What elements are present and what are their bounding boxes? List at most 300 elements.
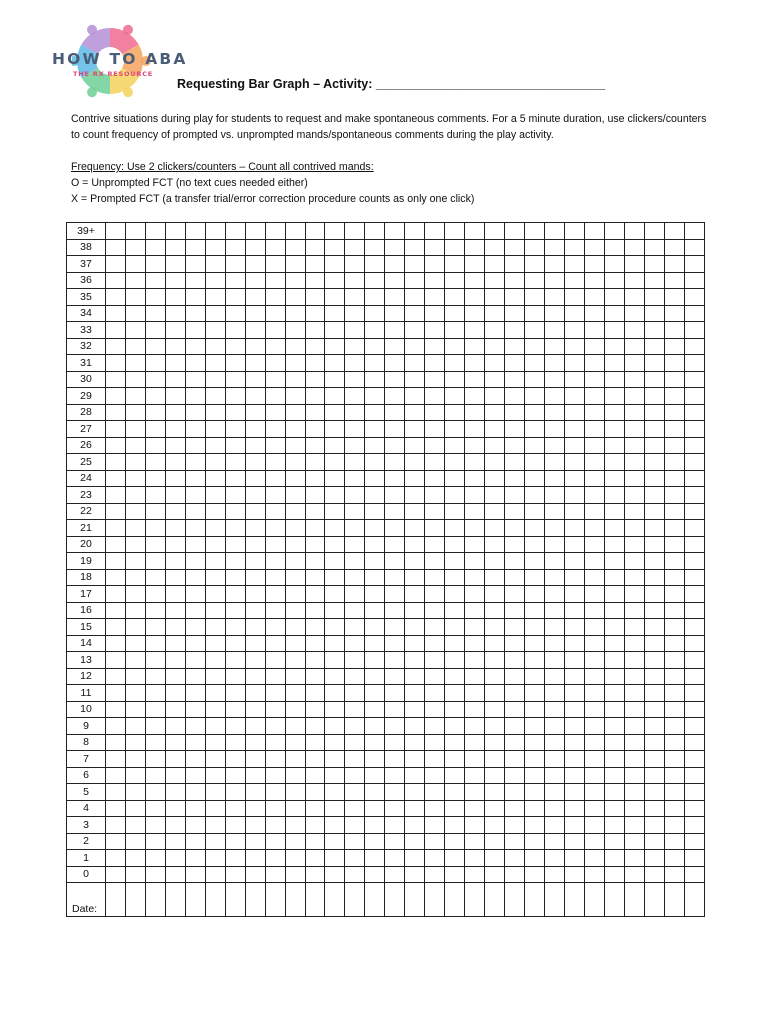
grid-cell[interactable] <box>664 619 684 636</box>
grid-cell[interactable] <box>345 520 365 537</box>
grid-cell[interactable] <box>285 305 305 322</box>
grid-cell[interactable] <box>644 668 664 685</box>
grid-cell[interactable] <box>365 652 385 669</box>
grid-cell[interactable] <box>664 239 684 256</box>
grid-cell[interactable] <box>305 751 325 768</box>
grid-cell[interactable] <box>604 371 624 388</box>
grid-cell[interactable] <box>425 239 445 256</box>
grid-cell[interactable] <box>165 817 185 834</box>
grid-cell[interactable] <box>125 569 145 586</box>
grid-cell[interactable] <box>305 701 325 718</box>
grid-cell[interactable] <box>325 602 345 619</box>
grid-cell[interactable] <box>305 553 325 570</box>
grid-cell[interactable] <box>425 454 445 471</box>
grid-cell[interactable] <box>385 421 405 438</box>
grid-cell[interactable] <box>145 850 165 867</box>
grid-cell[interactable] <box>365 454 385 471</box>
grid-cell[interactable] <box>664 883 684 917</box>
grid-cell[interactable] <box>664 289 684 306</box>
grid-cell[interactable] <box>145 701 165 718</box>
grid-cell[interactable] <box>445 421 465 438</box>
grid-cell[interactable] <box>564 635 584 652</box>
grid-cell[interactable] <box>145 355 165 372</box>
grid-cell[interactable] <box>465 239 485 256</box>
grid-cell[interactable] <box>365 866 385 883</box>
grid-cell[interactable] <box>385 883 405 917</box>
grid-cell[interactable] <box>684 338 704 355</box>
grid-cell[interactable] <box>664 800 684 817</box>
grid-cell[interactable] <box>265 866 285 883</box>
grid-cell[interactable] <box>564 272 584 289</box>
grid-cell[interactable] <box>345 256 365 273</box>
grid-cell[interactable] <box>584 602 604 619</box>
grid-cell[interactable] <box>584 635 604 652</box>
grid-cell[interactable] <box>145 239 165 256</box>
grid-cell[interactable] <box>604 355 624 372</box>
grid-cell[interactable] <box>305 503 325 520</box>
grid-cell[interactable] <box>485 751 505 768</box>
grid-cell[interactable] <box>385 305 405 322</box>
grid-cell[interactable] <box>525 553 545 570</box>
grid-cell[interactable] <box>425 718 445 735</box>
grid-cell[interactable] <box>505 322 525 339</box>
grid-cell[interactable] <box>185 767 205 784</box>
grid-cell[interactable] <box>624 635 644 652</box>
grid-cell[interactable] <box>604 602 624 619</box>
grid-cell[interactable] <box>145 520 165 537</box>
grid-cell[interactable] <box>305 289 325 306</box>
grid-cell[interactable] <box>544 437 564 454</box>
grid-cell[interactable] <box>245 355 265 372</box>
grid-cell[interactable] <box>425 569 445 586</box>
grid-cell[interactable] <box>185 487 205 504</box>
grid-cell[interactable] <box>525 223 545 240</box>
grid-cell[interactable] <box>125 272 145 289</box>
grid-cell[interactable] <box>584 701 604 718</box>
grid-cell[interactable] <box>684 817 704 834</box>
grid-cell[interactable] <box>525 833 545 850</box>
grid-cell[interactable] <box>325 800 345 817</box>
grid-cell[interactable] <box>345 305 365 322</box>
grid-cell[interactable] <box>624 751 644 768</box>
grid-cell[interactable] <box>684 685 704 702</box>
grid-cell[interactable] <box>205 421 225 438</box>
grid-cell[interactable] <box>525 883 545 917</box>
grid-cell[interactable] <box>106 503 126 520</box>
grid-cell[interactable] <box>604 850 624 867</box>
grid-cell[interactable] <box>385 800 405 817</box>
grid-cell[interactable] <box>205 668 225 685</box>
grid-cell[interactable] <box>385 701 405 718</box>
grid-cell[interactable] <box>465 272 485 289</box>
grid-cell[interactable] <box>684 289 704 306</box>
grid-cell[interactable] <box>525 305 545 322</box>
grid-cell[interactable] <box>285 883 305 917</box>
grid-cell[interactable] <box>106 536 126 553</box>
grid-cell[interactable] <box>544 388 564 405</box>
grid-cell[interactable] <box>664 421 684 438</box>
grid-cell[interactable] <box>445 239 465 256</box>
grid-cell[interactable] <box>465 751 485 768</box>
grid-cell[interactable] <box>225 421 245 438</box>
grid-cell[interactable] <box>225 437 245 454</box>
grid-cell[interactable] <box>564 256 584 273</box>
grid-cell[interactable] <box>325 503 345 520</box>
grid-cell[interactable] <box>205 388 225 405</box>
grid-cell[interactable] <box>644 322 664 339</box>
grid-cell[interactable] <box>405 223 425 240</box>
grid-cell[interactable] <box>245 784 265 801</box>
grid-cell[interactable] <box>405 602 425 619</box>
grid-cell[interactable] <box>185 883 205 917</box>
grid-cell[interactable] <box>125 305 145 322</box>
grid-cell[interactable] <box>125 322 145 339</box>
grid-cell[interactable] <box>106 668 126 685</box>
grid-cell[interactable] <box>165 668 185 685</box>
grid-cell[interactable] <box>624 289 644 306</box>
grid-cell[interactable] <box>345 668 365 685</box>
grid-cell[interactable] <box>664 586 684 603</box>
grid-cell[interactable] <box>265 223 285 240</box>
grid-cell[interactable] <box>445 685 465 702</box>
grid-cell[interactable] <box>225 404 245 421</box>
grid-cell[interactable] <box>684 734 704 751</box>
grid-cell[interactable] <box>325 833 345 850</box>
grid-cell[interactable] <box>185 520 205 537</box>
grid-cell[interactable] <box>225 866 245 883</box>
grid-cell[interactable] <box>564 619 584 636</box>
grid-cell[interactable] <box>145 223 165 240</box>
grid-cell[interactable] <box>505 619 525 636</box>
grid-cell[interactable] <box>185 470 205 487</box>
grid-cell[interactable] <box>345 536 365 553</box>
grid-cell[interactable] <box>265 883 285 917</box>
grid-cell[interactable] <box>185 322 205 339</box>
grid-cell[interactable] <box>425 734 445 751</box>
grid-cell[interactable] <box>185 602 205 619</box>
grid-cell[interactable] <box>505 784 525 801</box>
grid-cell[interactable] <box>425 305 445 322</box>
grid-cell[interactable] <box>385 536 405 553</box>
grid-cell[interactable] <box>325 305 345 322</box>
grid-cell[interactable] <box>285 470 305 487</box>
grid-cell[interactable] <box>604 718 624 735</box>
grid-cell[interactable] <box>225 338 245 355</box>
grid-cell[interactable] <box>325 454 345 471</box>
grid-cell[interactable] <box>185 817 205 834</box>
grid-cell[interactable] <box>265 685 285 702</box>
grid-cell[interactable] <box>405 784 425 801</box>
grid-cell[interactable] <box>544 404 564 421</box>
grid-cell[interactable] <box>425 866 445 883</box>
grid-cell[interactable] <box>644 553 664 570</box>
grid-cell[interactable] <box>106 520 126 537</box>
grid-cell[interactable] <box>245 734 265 751</box>
grid-cell[interactable] <box>305 371 325 388</box>
grid-cell[interactable] <box>305 619 325 636</box>
grid-cell[interactable] <box>245 767 265 784</box>
grid-cell[interactable] <box>145 487 165 504</box>
grid-cell[interactable] <box>385 817 405 834</box>
grid-cell[interactable] <box>644 685 664 702</box>
grid-cell[interactable] <box>684 223 704 240</box>
grid-cell[interactable] <box>325 652 345 669</box>
grid-cell[interactable] <box>225 833 245 850</box>
grid-cell[interactable] <box>465 668 485 685</box>
grid-cell[interactable] <box>425 817 445 834</box>
grid-cell[interactable] <box>445 256 465 273</box>
grid-cell[interactable] <box>544 239 564 256</box>
grid-cell[interactable] <box>325 470 345 487</box>
grid-cell[interactable] <box>405 520 425 537</box>
grid-cell[interactable] <box>285 338 305 355</box>
grid-cell[interactable] <box>544 767 564 784</box>
grid-cell[interactable] <box>225 454 245 471</box>
grid-cell[interactable] <box>684 272 704 289</box>
grid-cell[interactable] <box>644 866 664 883</box>
grid-cell[interactable] <box>544 272 564 289</box>
grid-cell[interactable] <box>205 602 225 619</box>
grid-cell[interactable] <box>604 272 624 289</box>
grid-cell[interactable] <box>564 866 584 883</box>
grid-cell[interactable] <box>684 751 704 768</box>
grid-cell[interactable] <box>106 784 126 801</box>
grid-cell[interactable] <box>205 256 225 273</box>
grid-cell[interactable] <box>465 833 485 850</box>
grid-cell[interactable] <box>106 734 126 751</box>
grid-cell[interactable] <box>684 322 704 339</box>
grid-cell[interactable] <box>684 784 704 801</box>
grid-cell[interactable] <box>564 850 584 867</box>
grid-cell[interactable] <box>345 619 365 636</box>
grid-cell[interactable] <box>604 256 624 273</box>
grid-cell[interactable] <box>385 866 405 883</box>
grid-cell[interactable] <box>644 371 664 388</box>
grid-cell[interactable] <box>325 586 345 603</box>
grid-cell[interactable] <box>644 437 664 454</box>
grid-cell[interactable] <box>285 685 305 702</box>
grid-cell[interactable] <box>544 487 564 504</box>
grid-cell[interactable] <box>165 239 185 256</box>
grid-cell[interactable] <box>185 536 205 553</box>
grid-cell[interactable] <box>305 883 325 917</box>
grid-cell[interactable] <box>265 437 285 454</box>
grid-cell[interactable] <box>445 602 465 619</box>
grid-cell[interactable] <box>106 421 126 438</box>
grid-cell[interactable] <box>505 520 525 537</box>
grid-cell[interactable] <box>285 454 305 471</box>
grid-cell[interactable] <box>405 569 425 586</box>
grid-cell[interactable] <box>365 850 385 867</box>
grid-cell[interactable] <box>385 734 405 751</box>
grid-cell[interactable] <box>644 256 664 273</box>
grid-cell[interactable] <box>505 404 525 421</box>
grid-cell[interactable] <box>225 569 245 586</box>
grid-cell[interactable] <box>285 635 305 652</box>
grid-cell[interactable] <box>145 767 165 784</box>
grid-cell[interactable] <box>285 371 305 388</box>
grid-cell[interactable] <box>604 586 624 603</box>
grid-cell[interactable] <box>325 355 345 372</box>
grid-cell[interactable] <box>325 437 345 454</box>
grid-cell[interactable] <box>564 734 584 751</box>
grid-cell[interactable] <box>125 454 145 471</box>
grid-cell[interactable] <box>485 421 505 438</box>
grid-cell[interactable] <box>385 833 405 850</box>
grid-cell[interactable] <box>525 619 545 636</box>
grid-cell[interactable] <box>385 520 405 537</box>
grid-cell[interactable] <box>604 322 624 339</box>
grid-cell[interactable] <box>505 239 525 256</box>
grid-cell[interactable] <box>145 470 165 487</box>
grid-cell[interactable] <box>505 454 525 471</box>
grid-cell[interactable] <box>525 239 545 256</box>
grid-cell[interactable] <box>325 718 345 735</box>
grid-cell[interactable] <box>624 272 644 289</box>
grid-cell[interactable] <box>305 602 325 619</box>
grid-cell[interactable] <box>405 850 425 867</box>
grid-cell[interactable] <box>245 437 265 454</box>
grid-cell[interactable] <box>285 553 305 570</box>
grid-cell[interactable] <box>265 355 285 372</box>
grid-cell[interactable] <box>564 833 584 850</box>
grid-cell[interactable] <box>584 652 604 669</box>
grid-cell[interactable] <box>684 586 704 603</box>
grid-cell[interactable] <box>544 256 564 273</box>
grid-cell[interactable] <box>106 685 126 702</box>
grid-cell[interactable] <box>684 256 704 273</box>
grid-cell[interactable] <box>225 850 245 867</box>
grid-cell[interactable] <box>106 322 126 339</box>
grid-cell[interactable] <box>305 272 325 289</box>
grid-cell[interactable] <box>305 487 325 504</box>
grid-cell[interactable] <box>265 305 285 322</box>
grid-cell[interactable] <box>165 619 185 636</box>
grid-cell[interactable] <box>305 520 325 537</box>
grid-cell[interactable] <box>564 239 584 256</box>
grid-cell[interactable] <box>145 338 165 355</box>
grid-cell[interactable] <box>265 338 285 355</box>
grid-cell[interactable] <box>564 305 584 322</box>
grid-cell[interactable] <box>325 272 345 289</box>
grid-cell[interactable] <box>345 701 365 718</box>
grid-cell[interactable] <box>445 619 465 636</box>
grid-cell[interactable] <box>285 536 305 553</box>
grid-cell[interactable] <box>405 338 425 355</box>
grid-cell[interactable] <box>205 272 225 289</box>
grid-cell[interactable] <box>305 536 325 553</box>
grid-cell[interactable] <box>245 817 265 834</box>
grid-cell[interactable] <box>505 569 525 586</box>
grid-cell[interactable] <box>684 800 704 817</box>
grid-cell[interactable] <box>285 619 305 636</box>
grid-cell[interactable] <box>385 322 405 339</box>
grid-cell[interactable] <box>325 421 345 438</box>
grid-cell[interactable] <box>664 322 684 339</box>
grid-cell[interactable] <box>225 520 245 537</box>
grid-cell[interactable] <box>525 767 545 784</box>
grid-cell[interactable] <box>405 734 425 751</box>
grid-cell[interactable] <box>265 272 285 289</box>
grid-cell[interactable] <box>185 734 205 751</box>
grid-cell[interactable] <box>106 701 126 718</box>
grid-cell[interactable] <box>365 800 385 817</box>
grid-cell[interactable] <box>684 602 704 619</box>
grid-cell[interactable] <box>525 338 545 355</box>
grid-cell[interactable] <box>644 767 664 784</box>
grid-cell[interactable] <box>125 833 145 850</box>
grid-cell[interactable] <box>604 833 624 850</box>
grid-cell[interactable] <box>345 569 365 586</box>
grid-cell[interactable] <box>465 553 485 570</box>
grid-cell[interactable] <box>485 239 505 256</box>
grid-cell[interactable] <box>405 239 425 256</box>
grid-cell[interactable] <box>285 223 305 240</box>
grid-cell[interactable] <box>684 850 704 867</box>
grid-cell[interactable] <box>245 487 265 504</box>
grid-cell[interactable] <box>185 833 205 850</box>
grid-cell[interactable] <box>465 454 485 471</box>
grid-cell[interactable] <box>125 239 145 256</box>
grid-cell[interactable] <box>465 322 485 339</box>
grid-cell[interactable] <box>485 470 505 487</box>
grid-cell[interactable] <box>325 850 345 867</box>
grid-cell[interactable] <box>165 520 185 537</box>
grid-cell[interactable] <box>245 338 265 355</box>
grid-cell[interactable] <box>165 355 185 372</box>
grid-cell[interactable] <box>505 503 525 520</box>
grid-cell[interactable] <box>664 668 684 685</box>
grid-cell[interactable] <box>564 751 584 768</box>
grid-cell[interactable] <box>245 536 265 553</box>
grid-cell[interactable] <box>185 751 205 768</box>
grid-cell[interactable] <box>584 454 604 471</box>
grid-cell[interactable] <box>365 569 385 586</box>
grid-cell[interactable] <box>106 388 126 405</box>
grid-cell[interactable] <box>425 602 445 619</box>
grid-cell[interactable] <box>125 734 145 751</box>
grid-cell[interactable] <box>584 866 604 883</box>
grid-cell[interactable] <box>385 602 405 619</box>
grid-cell[interactable] <box>644 239 664 256</box>
grid-cell[interactable] <box>624 784 644 801</box>
grid-cell[interactable] <box>525 800 545 817</box>
grid-cell[interactable] <box>405 553 425 570</box>
grid-cell[interactable] <box>644 338 664 355</box>
grid-cell[interactable] <box>305 454 325 471</box>
grid-cell[interactable] <box>385 635 405 652</box>
grid-cell[interactable] <box>225 470 245 487</box>
grid-cell[interactable] <box>245 322 265 339</box>
grid-cell[interactable] <box>644 833 664 850</box>
grid-cell[interactable] <box>365 883 385 917</box>
grid-cell[interactable] <box>584 305 604 322</box>
grid-cell[interactable] <box>145 272 165 289</box>
grid-cell[interactable] <box>106 817 126 834</box>
grid-cell[interactable] <box>644 404 664 421</box>
grid-cell[interactable] <box>644 817 664 834</box>
grid-cell[interactable] <box>624 817 644 834</box>
grid-cell[interactable] <box>345 437 365 454</box>
grid-cell[interactable] <box>465 602 485 619</box>
grid-cell[interactable] <box>165 487 185 504</box>
grid-cell[interactable] <box>265 784 285 801</box>
grid-cell[interactable] <box>664 635 684 652</box>
grid-cell[interactable] <box>185 305 205 322</box>
grid-cell[interactable] <box>385 256 405 273</box>
grid-cell[interactable] <box>365 322 385 339</box>
grid-cell[interactable] <box>365 404 385 421</box>
